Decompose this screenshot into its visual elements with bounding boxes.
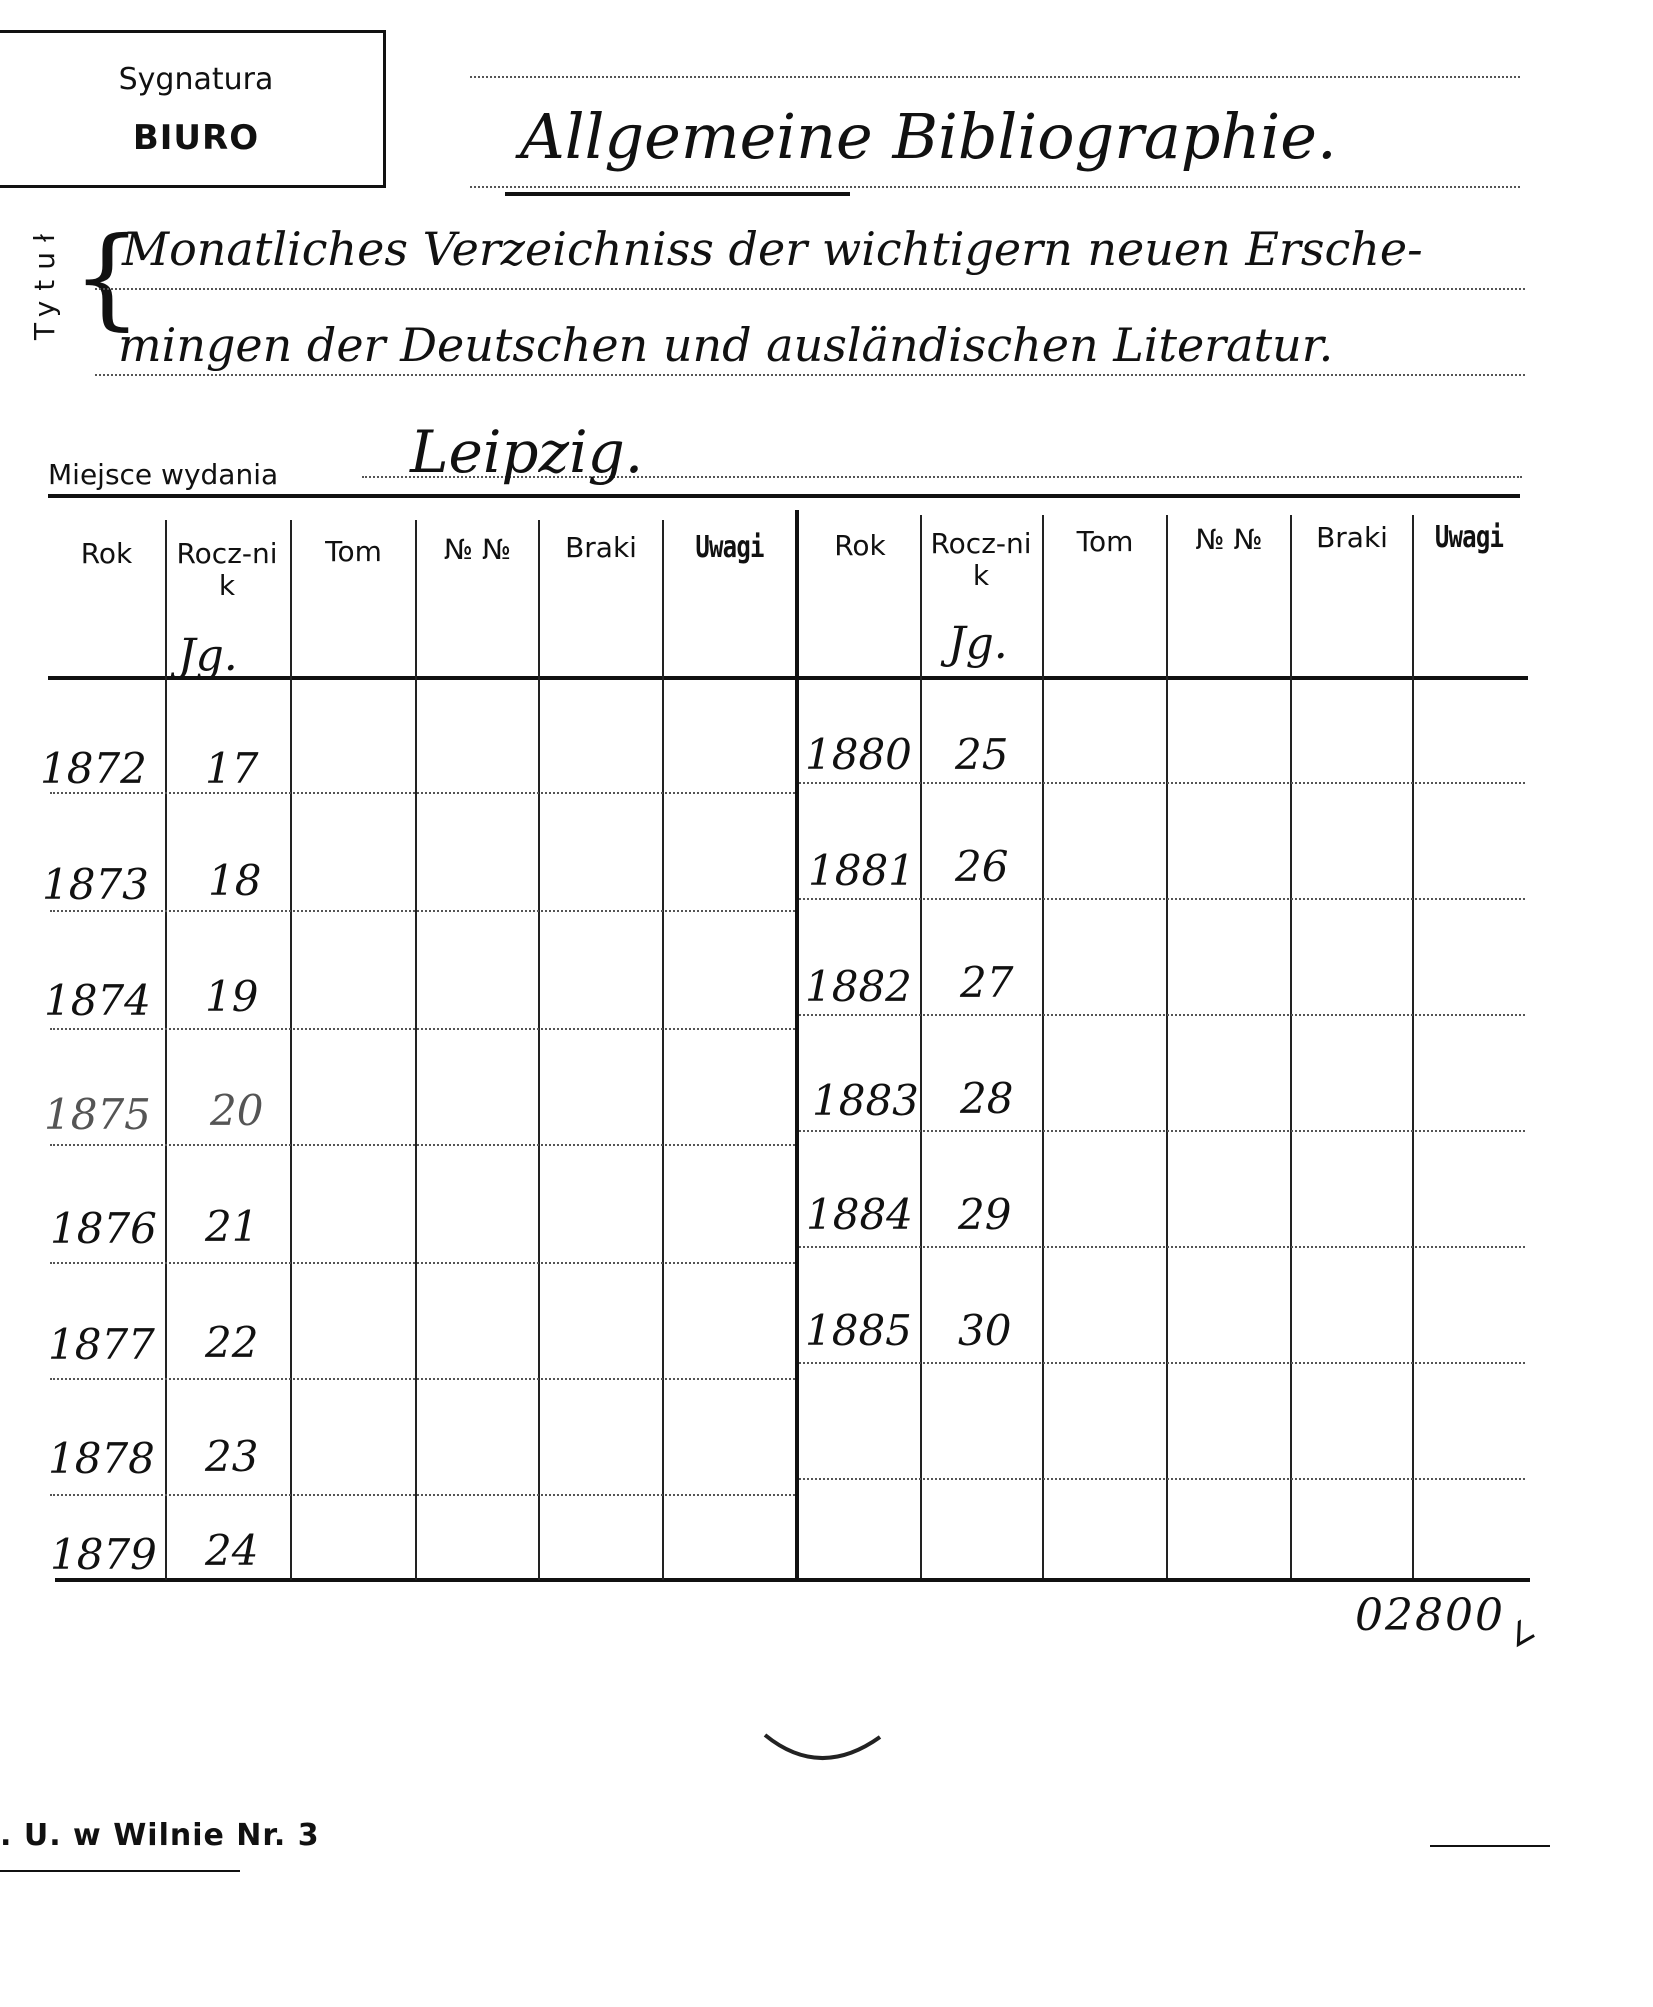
title-dotline-1 (95, 288, 1525, 290)
row-dotline (50, 1144, 795, 1146)
row-rok: 1874 (44, 976, 151, 1025)
col-header-numery: № № (1195, 523, 1263, 556)
row-dotline (50, 1378, 795, 1380)
row-dotline (799, 1362, 1525, 1364)
title-line-2: mingen der Deutschen und ausländischen Literatur. (118, 318, 1334, 372)
row-rok: 1880 (805, 730, 912, 779)
col-sep (662, 520, 664, 1580)
row-dotline (799, 898, 1525, 900)
col-header-rok: Rok (80, 537, 133, 570)
row-dotline (50, 1028, 795, 1030)
col-header-tom: Tom (1076, 525, 1134, 558)
table-header-rule (48, 676, 1528, 680)
col-header-rok: Rok (834, 529, 886, 562)
title-line-1: Monatliches Verzeichniss der wichtigern neuen Ersche- (122, 222, 1423, 276)
row-rocznik: 21 (205, 1202, 259, 1251)
tytul-brace: { (72, 213, 142, 341)
row-dotline (799, 1246, 1525, 1248)
table-bottom-rule (55, 1578, 1530, 1582)
row-rok: 1881 (808, 846, 915, 895)
row-rok: 1876 (50, 1204, 157, 1253)
signature-value: BIURO (132, 118, 260, 158)
col-sep (1290, 515, 1292, 1578)
top-dotline (470, 76, 1520, 78)
row-dotline (799, 782, 1525, 784)
col-header-braki: Braki (1316, 521, 1388, 554)
heading-title: Allgemeine Bibliographie. (520, 100, 1337, 173)
col-header-rocznik: Rocz-nik (176, 537, 278, 602)
row-rok: 1872 (40, 744, 147, 793)
footer-rule-right (1430, 1845, 1550, 1847)
row-rocznik: 17 (205, 744, 259, 793)
row-rok: 1877 (48, 1320, 155, 1369)
rocznik-note: Jg. (178, 630, 238, 681)
row-dotline (50, 1494, 795, 1496)
col-header-braki: Braki (565, 531, 637, 564)
row-rocznik: 24 (205, 1526, 259, 1575)
row-rok: 1878 (48, 1434, 155, 1483)
decorative-curve (760, 1725, 900, 1775)
col-sep (290, 520, 292, 1580)
rocznik-note: Jg. (948, 618, 1008, 669)
col-header-uwagi: Uwagi (695, 530, 764, 565)
row-dotline (799, 1014, 1525, 1016)
row-rok: 1884 (806, 1190, 913, 1239)
row-rocznik: 29 (958, 1190, 1012, 1239)
row-rocznik: 26 (955, 842, 1009, 891)
row-rok: 1873 (42, 860, 149, 909)
signature-box (0, 30, 386, 188)
row-rocznik: 20 (210, 1086, 264, 1135)
col-sep (1412, 515, 1414, 1578)
row-rocznik: 30 (958, 1306, 1012, 1355)
tytul-label: Tytuł (28, 224, 61, 340)
signature-label: Sygnatura (118, 62, 274, 97)
row-rok: 1885 (805, 1306, 912, 1355)
row-rok: 1883 (812, 1076, 919, 1125)
col-sep (415, 520, 417, 1580)
col-header-uwagi: Uwagi (1434, 520, 1504, 555)
col-sep (920, 515, 922, 1578)
col-header-rocznik: Rocz-nik (930, 527, 1032, 592)
row-rocznik: 25 (955, 730, 1009, 779)
row-rok: 1875 (44, 1090, 151, 1139)
col-header-tom: Tom (325, 535, 382, 568)
catalog-number: 02800 (1355, 1590, 1505, 1641)
row-dotline (50, 1262, 795, 1264)
col-sep (165, 520, 167, 1580)
check-mark: ∠ (1501, 1611, 1542, 1656)
row-rok: 1879 (50, 1530, 157, 1579)
row-rocznik: 19 (205, 972, 259, 1021)
row-rocznik: 28 (960, 1074, 1014, 1123)
row-dotline (50, 792, 795, 794)
place-value: Leipzig. (410, 418, 644, 486)
col-sep (538, 520, 540, 1580)
row-rocznik: 18 (208, 856, 262, 905)
col-sep (1042, 515, 1044, 1578)
place-label: Miejsce wydania (48, 458, 279, 491)
row-rocznik: 22 (205, 1318, 259, 1367)
row-rocznik: 27 (960, 958, 1014, 1007)
footer-text: . U. w Wilnie Nr. 3 (0, 1818, 320, 1853)
heading-underline (505, 192, 850, 196)
table-top-rule (48, 494, 1520, 498)
title-dotline-2 (95, 374, 1525, 376)
heading-dotline (470, 186, 1520, 188)
footer-rule (0, 1870, 240, 1872)
row-dotline (50, 910, 795, 912)
row-rok: 1882 (805, 962, 912, 1011)
row-rocznik: 23 (205, 1432, 259, 1481)
col-header-numery: № № (443, 533, 512, 566)
row-dotline (799, 1478, 1525, 1480)
row-dotline (799, 1130, 1525, 1132)
centre-divider (795, 510, 799, 1580)
col-sep (1166, 515, 1168, 1578)
